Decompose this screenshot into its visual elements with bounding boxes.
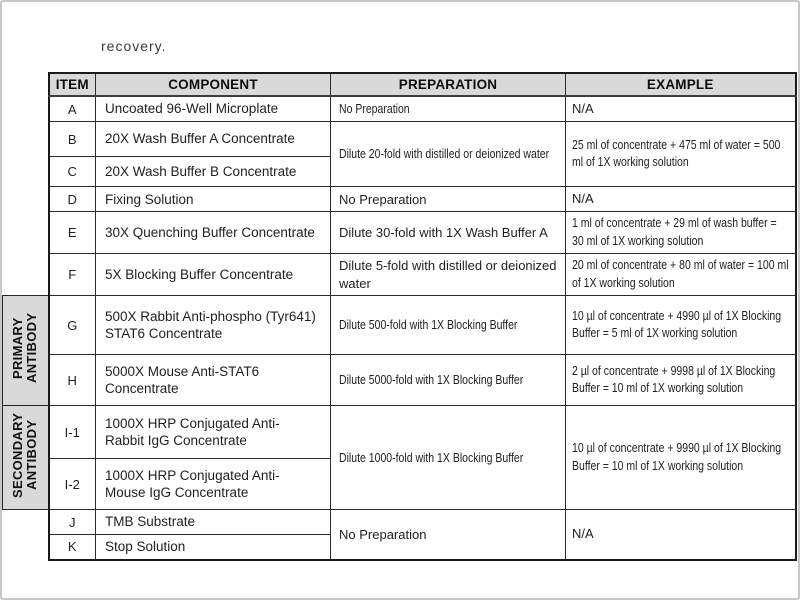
item-cell (49, 212, 96, 254)
spacer-cell (3, 96, 49, 296)
item-cell (49, 510, 96, 535)
clipped-text-line (101, 38, 321, 57)
component-text: Fixing Solution (105, 191, 194, 207)
component-cell (96, 212, 331, 254)
item-cell (49, 122, 96, 157)
component-text: 5000X Mouse Anti-STAT6 Concentrate (105, 363, 260, 397)
component-text: TMB Substrate (105, 514, 196, 530)
component-text: 20X Wash Buffer B Concentrate (105, 163, 297, 179)
example-cell (566, 406, 796, 510)
column-header-preparation: PREPARATION (331, 73, 566, 96)
item-cell (49, 459, 96, 510)
component-text: 1000X HRP Conjugated Anti-Rabbit IgG Concentrate (105, 415, 280, 449)
item-label: D (67, 191, 77, 207)
item-cell (49, 96, 96, 122)
spacer-cell (3, 510, 49, 560)
component-cell (96, 355, 331, 406)
example-text: 2 µl of concentrate + 9998 µl of 1X Blocking Buffer = 10 ml of 1X working solution (572, 363, 776, 396)
example-text: N/A (572, 101, 594, 116)
item-cell (49, 157, 96, 187)
preparation-cell (331, 355, 566, 406)
preparation-cell (331, 96, 566, 122)
item-label: E (67, 225, 77, 241)
item-label: J (69, 514, 76, 530)
table-row (3, 212, 796, 254)
example-text: N/A (572, 526, 594, 542)
preparation-cell (331, 187, 566, 212)
component-cell (96, 96, 331, 122)
component-text: 5X Blocking Buffer Concentrate (105, 267, 294, 283)
item-label: I-1 (64, 424, 80, 440)
item-cell (49, 406, 96, 459)
preparation-text: No Preparation (339, 101, 410, 116)
item-cell (49, 187, 96, 212)
example-cell (566, 296, 796, 355)
item-label: C (67, 164, 77, 180)
item-label: G (67, 317, 78, 333)
component-cell (96, 406, 331, 459)
example-cell (566, 254, 796, 296)
example-cell (566, 122, 796, 187)
component-cell (96, 459, 331, 510)
table-row (3, 122, 796, 157)
preparation-text: No Preparation (339, 526, 427, 542)
column-header-item: ITEM (49, 73, 96, 96)
component-cell (96, 510, 331, 535)
component-text: 20X Wash Buffer A Concentrate (105, 131, 295, 147)
group-label-text: PRIMARY ANTIBODY (10, 313, 40, 384)
preparation-text: Dilute 5000-fold with 1X Blocking Buffer (339, 373, 524, 388)
preparation-cell (331, 296, 566, 355)
example-cell (566, 187, 796, 212)
table-row (3, 355, 796, 406)
example-text: 1 ml of concentrate + 29 ml of wash buffer = 30 ml of 1X working solution (572, 216, 777, 248)
component-cell (96, 296, 331, 355)
spacer-cell (3, 73, 49, 96)
component-cell (96, 254, 331, 296)
example-text: 20 ml of concentrate + 80 ml of water = 100 ml of 1X working solution (572, 258, 789, 290)
item-label: F (68, 267, 77, 283)
preparation-text: Dilute 30-fold with 1X Wash Buffer A (339, 225, 548, 241)
preparation-cell (331, 212, 566, 254)
preparation-text: Dilute 20-fold with distilled or deionized water (339, 146, 550, 161)
item-cell (49, 355, 96, 406)
clipped-text: recovery. (101, 38, 167, 54)
preparation-cell (331, 510, 566, 560)
example-text: 25 ml of concentrate + 475 ml of water = 500 ml of 1X working solution (572, 137, 781, 170)
item-cell (49, 535, 96, 560)
preparation-cell (331, 122, 566, 187)
preparation-text: Dilute 500-fold with 1X Blocking Buffer (339, 318, 518, 333)
item-label: B (67, 131, 77, 147)
example-text: 10 µl of concentrate + 4990 µl of 1X Blocking Buffer = 5 ml of 1X working solution (572, 308, 782, 341)
group-label-secondary-antibody (3, 406, 49, 510)
example-cell (566, 510, 796, 560)
component-text: 500X Rabbit Anti-phospho (Tyr641) STAT6 Concentrate (105, 308, 316, 342)
item-label: H (67, 372, 77, 388)
item-cell (49, 296, 96, 355)
components-table (2, 72, 797, 561)
example-cell (566, 355, 796, 406)
table-row (3, 187, 796, 212)
preparation-text: No Preparation (339, 191, 427, 207)
example-cell (566, 96, 796, 122)
item-label: I-2 (64, 476, 80, 492)
component-text: Uncoated 96-Well Microplate (105, 101, 279, 117)
table-row (3, 510, 796, 535)
table-row (3, 406, 796, 459)
example-cell (566, 212, 796, 254)
column-header-component: COMPONENT (96, 73, 331, 96)
component-cell (96, 535, 331, 560)
group-label-text: SECONDARY ANTIBODY (10, 412, 40, 499)
table-row (3, 96, 796, 122)
column-header-example: EXAMPLE (566, 73, 796, 96)
component-text: 1000X HRP Conjugated Anti-Mouse IgG Concentrate (105, 467, 280, 501)
group-label-primary-antibody (3, 296, 49, 406)
item-label: A (67, 101, 77, 117)
item-cell (49, 254, 96, 296)
example-text: 10 µl of concentrate + 9990 µl of 1X Blocking Buffer = 10 ml of 1X working solution (572, 441, 782, 473)
preparation-cell (331, 254, 566, 296)
component-cell (96, 122, 331, 157)
preparation-cell (331, 406, 566, 510)
table-row (3, 296, 796, 355)
preparation-text: Dilute 5-fold with distilled or deionized water (339, 258, 557, 291)
component-cell (96, 187, 331, 212)
component-cell (96, 157, 331, 187)
preparation-text: Dilute 1000-fold with 1X Blocking Buffer (339, 450, 524, 465)
table-row (3, 254, 796, 296)
item-label: K (67, 539, 77, 555)
example-text: N/A (572, 191, 594, 207)
component-text: Stop Solution (105, 539, 186, 555)
component-text: 30X Quenching Buffer Concentrate (105, 225, 315, 241)
